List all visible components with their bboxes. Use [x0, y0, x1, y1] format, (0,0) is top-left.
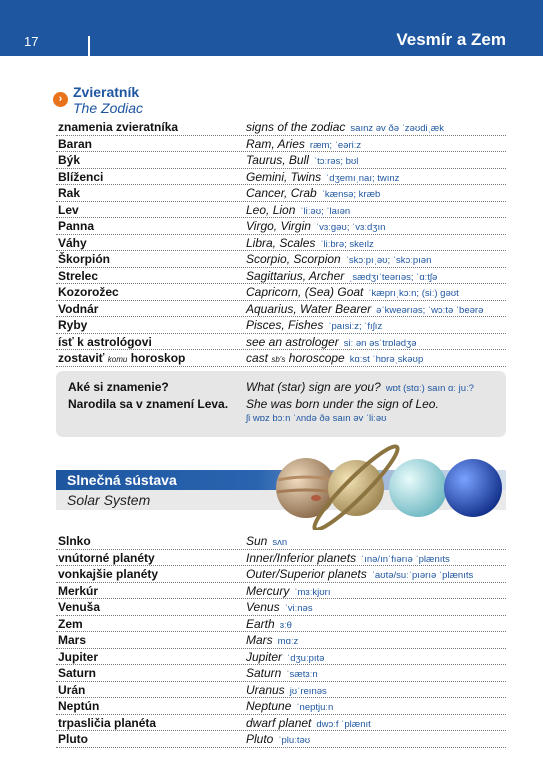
pronunciation: saınz əv ðə ˈzəʊdiˌæk [350, 123, 444, 134]
term-en: Ram, Aries ræm; ˈeəriːz [246, 136, 362, 151]
table-row [56, 268, 506, 285]
table-row [56, 566, 506, 583]
term-en: Uranus jʊˈreınəs [246, 682, 327, 697]
zodiac-title-sk: Zvieratník [73, 84, 140, 100]
table-row [56, 119, 506, 136]
table-row [56, 533, 506, 550]
pronunciation: ˈdʒuːpıtə [287, 652, 325, 664]
pronunciation: jʊˈreınəs [289, 685, 327, 697]
pronunciation: ˈneptjuːn [296, 702, 334, 713]
solar-vocab-table [56, 533, 506, 748]
term-en: Aquarius, Water Bearer əˈkweərıəs; ˈwɔːtə ˈbeərə [246, 301, 484, 316]
pronunciation: ræm; ˈeəriːz [309, 139, 362, 151]
pronunciation: ˈpaısiːz; ˈfıʃız [328, 321, 383, 332]
table-row [56, 185, 506, 202]
pronunciation: ˈaʊtə/suːˈpıərıə ˈplænıts [371, 570, 474, 581]
table-row [56, 334, 506, 351]
table-row [56, 682, 506, 699]
term-en: Neptune ˈneptjuːn [246, 699, 334, 713]
term-sk: znamenia zvieratníka [58, 120, 179, 134]
term-en: Sagittarius, Archer ˌsædʒıˈteərıəs; ˈɑːtʃə [246, 268, 438, 283]
chevron-right-icon: › [53, 92, 68, 107]
table-row [56, 665, 506, 682]
term-sk: zostaviť komu horoskop [58, 351, 186, 365]
pronunciation: ˌsædʒıˈteərıəs; ˈɑːtʃə [349, 271, 438, 283]
term-en: Scorpio, Scorpion ˈskɔːpıˌəʊ; ˈskɔːpıən [246, 252, 432, 266]
table-row [56, 284, 506, 301]
term-sk: Váhy [58, 235, 87, 250]
pronunciation: ˈliːəʊ; ˈlaıən [300, 205, 351, 217]
solar-title-sk: Slnečná sústava [67, 472, 177, 488]
table-row [56, 136, 506, 153]
table-row [56, 632, 506, 649]
term-sk: Pluto [58, 732, 88, 746]
pronunciation: ˈpluːtəʊ [278, 735, 311, 746]
term-en: Leo, Lion ˈliːəʊ; ˈlaıən [246, 202, 351, 217]
example-question-en: What (star) sign are you? wɒt (stɑː) saın ɑː juː? [246, 380, 474, 394]
term-en: Gemini, Twins ˈdʒemıˌnaı; twınz [246, 169, 400, 184]
table-row [56, 583, 506, 600]
pronunciation: ˈmɜːkjʊrı [294, 586, 331, 598]
term-en: Venus ˈviːnəs [246, 600, 313, 614]
pronunciation: dwɔːf ˈplænıt [316, 718, 371, 730]
table-row [56, 202, 506, 219]
table-row [56, 550, 506, 567]
term-sk: Strelec [58, 268, 99, 283]
term-en: dwarf planet dwɔːf ˈplænıt [246, 715, 371, 730]
term-sk: Saturn [58, 666, 97, 680]
chapter-title: Vesmír a Zem [396, 30, 506, 49]
term-sk: vonkajšie planéty [58, 567, 159, 581]
term-sk: Zem [58, 616, 83, 631]
term-sk: Urán [58, 682, 86, 697]
example-box [56, 371, 506, 437]
term-sk: Neptún [58, 699, 100, 713]
term-sk: Baran [58, 136, 93, 151]
term-sk: Venuša [58, 600, 101, 614]
table-row [56, 169, 506, 186]
table-row [56, 731, 506, 748]
term-sk: Býk [58, 153, 81, 167]
term-en: Cancer, Crab ˈkænsə; kræb [246, 186, 381, 200]
uranus-icon [389, 459, 447, 517]
pronunciation: ˈkænsə; kræb [321, 189, 381, 200]
planets-illustration [270, 444, 506, 530]
example-answer-sk: Narodila sa v znamení Leva. [68, 397, 229, 411]
term-sk: Kozorožec [58, 285, 119, 299]
term-sk: Jupiter [58, 649, 99, 664]
table-row [56, 649, 506, 666]
term-en: Inner/Inferior planets ˈınə/ınˈfıərıə ˈplænıts [246, 550, 450, 565]
table-row [56, 317, 506, 334]
table-row [56, 715, 506, 732]
pronunciation: ˈtɔːrəs; bʊl [313, 156, 359, 167]
table-row [56, 616, 506, 633]
term-sk: Mars [58, 633, 87, 647]
pronunciation: ˈskɔːpıˌəʊ; ˈskɔːpıən [345, 255, 432, 266]
term-en: Mercury ˈmɜːkjʊrı [246, 583, 331, 598]
term-sk: Blíženci [58, 169, 104, 184]
term-en: cast sb's horoscope kɑːst ˈhɒrəˌskəʊp [246, 351, 424, 365]
zodiac-vocab-table [56, 119, 506, 367]
pronunciation: siː ən əsˈtrɒlədʒə [343, 337, 417, 349]
example-answer-ipa: ʃi wɒz bɔːn ˈʌndə ðə saın əv ˈliːəʊ [246, 413, 387, 424]
solar-title-en: Solar System [67, 492, 151, 508]
table-row [56, 350, 506, 367]
term-sk: Slnko [58, 534, 91, 548]
pronunciation: ˈviːnəs [284, 603, 313, 614]
term-sk: Panna [58, 219, 95, 233]
pronunciation: kɑːst ˈhɒrəˌskəʊp [349, 354, 424, 365]
pronunciation: ˈkæprıˌkɔːn; (siː) gəʊt [368, 288, 459, 299]
table-row [56, 698, 506, 715]
neptune-icon [444, 459, 502, 517]
term-en: Outer/Superior planets ˈaʊtə/suːˈpıərıə ˈplænıts [246, 567, 474, 581]
term-sk: Merkúr [58, 583, 99, 598]
table-row [56, 235, 506, 252]
term-en: Earth ɜːθ [246, 616, 292, 631]
term-en: Capricorn, (Sea) Goat ˈkæprıˌkɔːn; (siː) gəʊt [246, 285, 459, 299]
term-sk: Rak [58, 186, 81, 200]
table-row [56, 251, 506, 268]
term-en: Pisces, Fishes ˈpaısiːz; ˈfıʃız [246, 318, 383, 332]
term-en: Libra, Scales ˈliːbrə; skeılz [246, 235, 374, 250]
term-en: Sun sʌn [246, 534, 288, 548]
table-row [56, 152, 506, 169]
term-en: signs of the zodiac saınz əv ðə ˈzəʊdiˌæk [246, 120, 444, 134]
jupiter-icon [276, 458, 336, 518]
pronunciation: mɑːz [277, 636, 299, 647]
term-sk: ísť k astrológovi [58, 334, 152, 349]
term-en: Taurus, Bull ˈtɔːrəs; bʊl [246, 153, 359, 167]
pronunciation: ˈınə/ınˈfıərıə ˈplænıts [361, 553, 450, 565]
example-answer-en: She was born under the sign of Leo. [246, 397, 439, 411]
page-number: 17 [24, 34, 39, 49]
pronunciation: ˈliːbrə; skeılz [320, 238, 374, 250]
term-sk: trpasličia planéta [58, 715, 157, 730]
term-en: Mars mɑːz [246, 633, 299, 647]
zodiac-title-en: The Zodiac [73, 100, 144, 116]
pronunciation: ˈsætɜːn [286, 669, 318, 680]
pronunciation: sʌn [272, 537, 288, 548]
term-sk: Vodnár [58, 301, 99, 316]
term-sk: Lev [58, 202, 79, 217]
table-row [56, 218, 506, 235]
table-row [56, 301, 506, 318]
term-en: Jupiter ˈdʒuːpıtə [246, 649, 325, 664]
example-question-sk: Aké si znamenie? [68, 380, 169, 394]
term-en: Virgo, Virgin ˈvɜːgəʊ; ˈvɜːdʒın [246, 219, 386, 233]
header-divider [88, 36, 90, 56]
term-sk: Ryby [58, 318, 88, 332]
term-en: Pluto ˈpluːtəʊ [246, 732, 311, 746]
term-sk: Škorpión [58, 252, 111, 266]
pronunciation: ˈvɜːgəʊ; ˈvɜːdʒın [315, 222, 386, 233]
term-sk: vnútorné planéty [58, 550, 155, 565]
pronunciation: əˈkweərıəs; ˈwɔːtə ˈbeərə [376, 304, 484, 316]
term-en: see an astrologer siː ən əsˈtrɒlədʒə [246, 334, 417, 349]
pronunciation: ˈdʒemıˌnaı; twınz [326, 172, 400, 184]
table-row [56, 599, 506, 616]
pronunciation: ɜːθ [279, 619, 292, 631]
term-en: Saturn ˈsætɜːn [246, 666, 318, 680]
